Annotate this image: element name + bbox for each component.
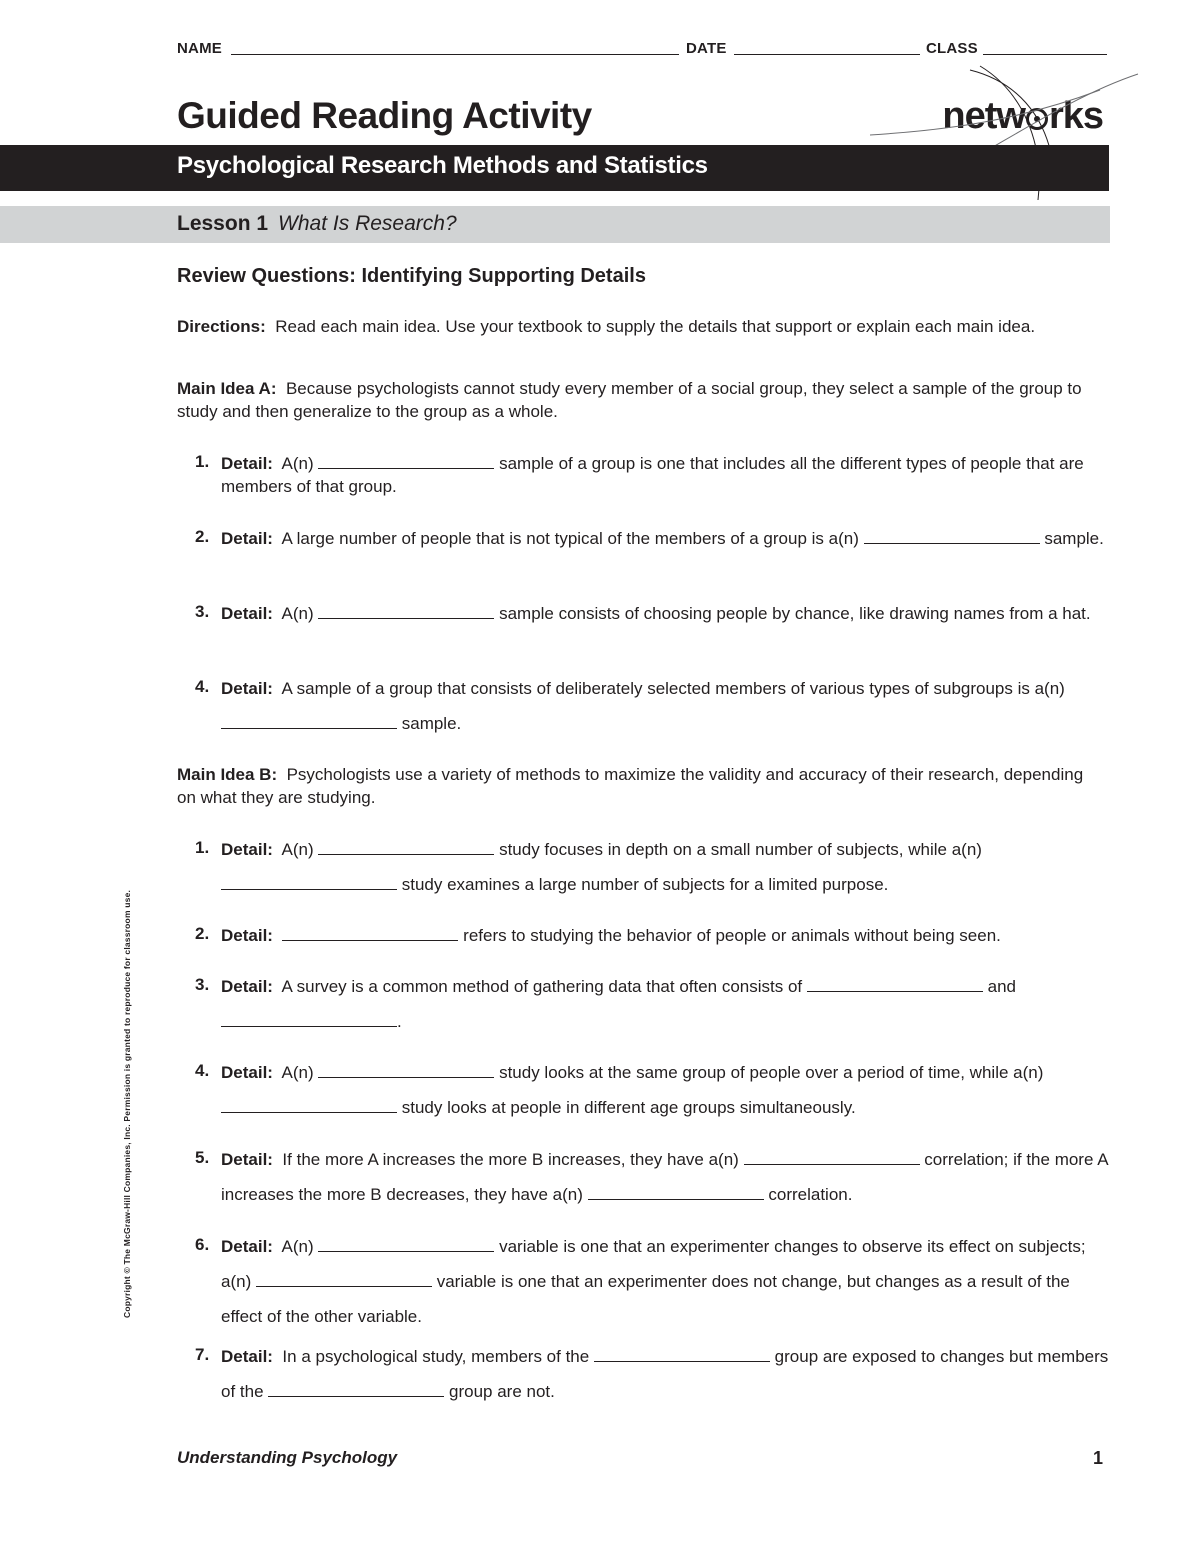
answer-blank[interactable] bbox=[318, 1235, 494, 1252]
detail-b1: Detail: A(n) study focuses in depth on a small number of subjects, while a(n) study examines a large number of subjects for a limited purpose. bbox=[221, 840, 982, 894]
chapter-title: Psychological Research Methods and Statistics bbox=[177, 152, 708, 179]
answer-blank[interactable] bbox=[282, 924, 458, 941]
answer-blank[interactable] bbox=[268, 1380, 444, 1397]
detail-b3: Detail: A survey is a common method of gathering data that often consists of and . bbox=[221, 977, 1017, 1031]
detail-number: 7. bbox=[195, 1345, 210, 1364]
answer-blank[interactable] bbox=[256, 1270, 432, 1287]
detail-b5: Detail: If the more A increases the more B increases, they have a(n) correlation; if the more A increases the more B decreases, they have a(n) correlation. bbox=[221, 1150, 1108, 1204]
detail-number: 2. bbox=[195, 527, 210, 546]
date-label: DATE bbox=[686, 40, 727, 57]
detail-b6: Detail: A(n) variable is one that an experimenter changes to observe its effect on subjects; a(n) variable is one that an experimenter does not change, but changes as a result of the effect of the other variable. bbox=[221, 1237, 1086, 1326]
answer-blank[interactable] bbox=[221, 1096, 397, 1113]
detail-a4: Detail: A sample of a group that consists of deliberately selected members of various types of subgroups is a(n) sample. bbox=[221, 679, 1065, 733]
lesson-heading: Lesson 1 What Is Research? bbox=[177, 212, 457, 235]
name-label: NAME bbox=[177, 40, 222, 57]
main-idea-b: Main Idea B: Psychologists use a variety of methods to maximize the validity and accuracy of their research, depending on what they are studying. bbox=[177, 765, 1084, 807]
activity-title: Guided Reading Activity bbox=[177, 95, 592, 136]
main-idea-a: Main Idea A: Because psychologists cannot study every member of a social group, they select a sample of the group to study and then generalize to the group as a whole. bbox=[177, 379, 1082, 421]
class-field[interactable] bbox=[983, 54, 1107, 55]
detail-number: 4. bbox=[195, 1061, 210, 1080]
detail-number: 3. bbox=[195, 602, 210, 621]
lesson-band bbox=[0, 206, 1110, 243]
answer-blank[interactable] bbox=[318, 838, 494, 855]
date-field[interactable] bbox=[734, 54, 920, 55]
answer-blank[interactable] bbox=[588, 1183, 764, 1200]
answer-blank[interactable] bbox=[318, 1061, 494, 1078]
detail-b4: Detail: A(n) study looks at the same group of people over a period of time, while a(n) study looks at people in different age groups simultaneously. bbox=[221, 1063, 1044, 1117]
directions: Directions: Read each main idea. Use your textbook to supply the details that support or explain each main idea. bbox=[177, 317, 1036, 336]
answer-blank[interactable] bbox=[864, 527, 1040, 544]
detail-number: 6. bbox=[195, 1235, 210, 1254]
answer-blank[interactable] bbox=[807, 975, 983, 992]
detail-number: 1. bbox=[195, 452, 210, 471]
detail-number: 2. bbox=[195, 924, 210, 943]
answer-blank[interactable] bbox=[318, 452, 494, 469]
answer-blank[interactable] bbox=[221, 712, 397, 729]
answer-blank[interactable] bbox=[221, 873, 397, 890]
detail-number: 1. bbox=[195, 838, 210, 857]
detail-number: 4. bbox=[195, 677, 210, 696]
detail-a1: Detail: A(n) sample of a group is one that includes all the different types of people that are members of that group. bbox=[221, 454, 1084, 496]
networks-logo: netw rks bbox=[942, 95, 1103, 137]
page-number: 1 bbox=[1093, 1448, 1104, 1468]
detail-b2: Detail: refers to studying the behavior of people or animals without being seen. bbox=[221, 926, 1001, 945]
section-heading: Review Questions: Identifying Supporting Details bbox=[177, 265, 646, 287]
name-field[interactable] bbox=[231, 54, 679, 55]
detail-a3: Detail: A(n) sample consists of choosing people by chance, like drawing names from a hat. bbox=[221, 604, 1091, 623]
footer-book-title: Understanding Psychology bbox=[177, 1448, 398, 1467]
copyright-notice: Copyright © The McGraw-Hill Companies, Inc. Permission is granted to reproduce for classroom use. bbox=[122, 889, 132, 1318]
class-label: CLASS bbox=[926, 40, 978, 57]
detail-number: 5. bbox=[195, 1148, 210, 1167]
answer-blank[interactable] bbox=[221, 1010, 397, 1027]
detail-number: 3. bbox=[195, 975, 210, 994]
detail-a2: Detail: A large number of people that is not typical of the members of a group is a(n) sample. bbox=[221, 529, 1104, 548]
answer-blank[interactable] bbox=[594, 1345, 770, 1362]
answer-blank[interactable] bbox=[744, 1148, 920, 1165]
answer-blank[interactable] bbox=[318, 602, 494, 619]
detail-b7: Detail: In a psychological study, members of the group are exposed to changes but members of the group are not. bbox=[221, 1347, 1109, 1401]
